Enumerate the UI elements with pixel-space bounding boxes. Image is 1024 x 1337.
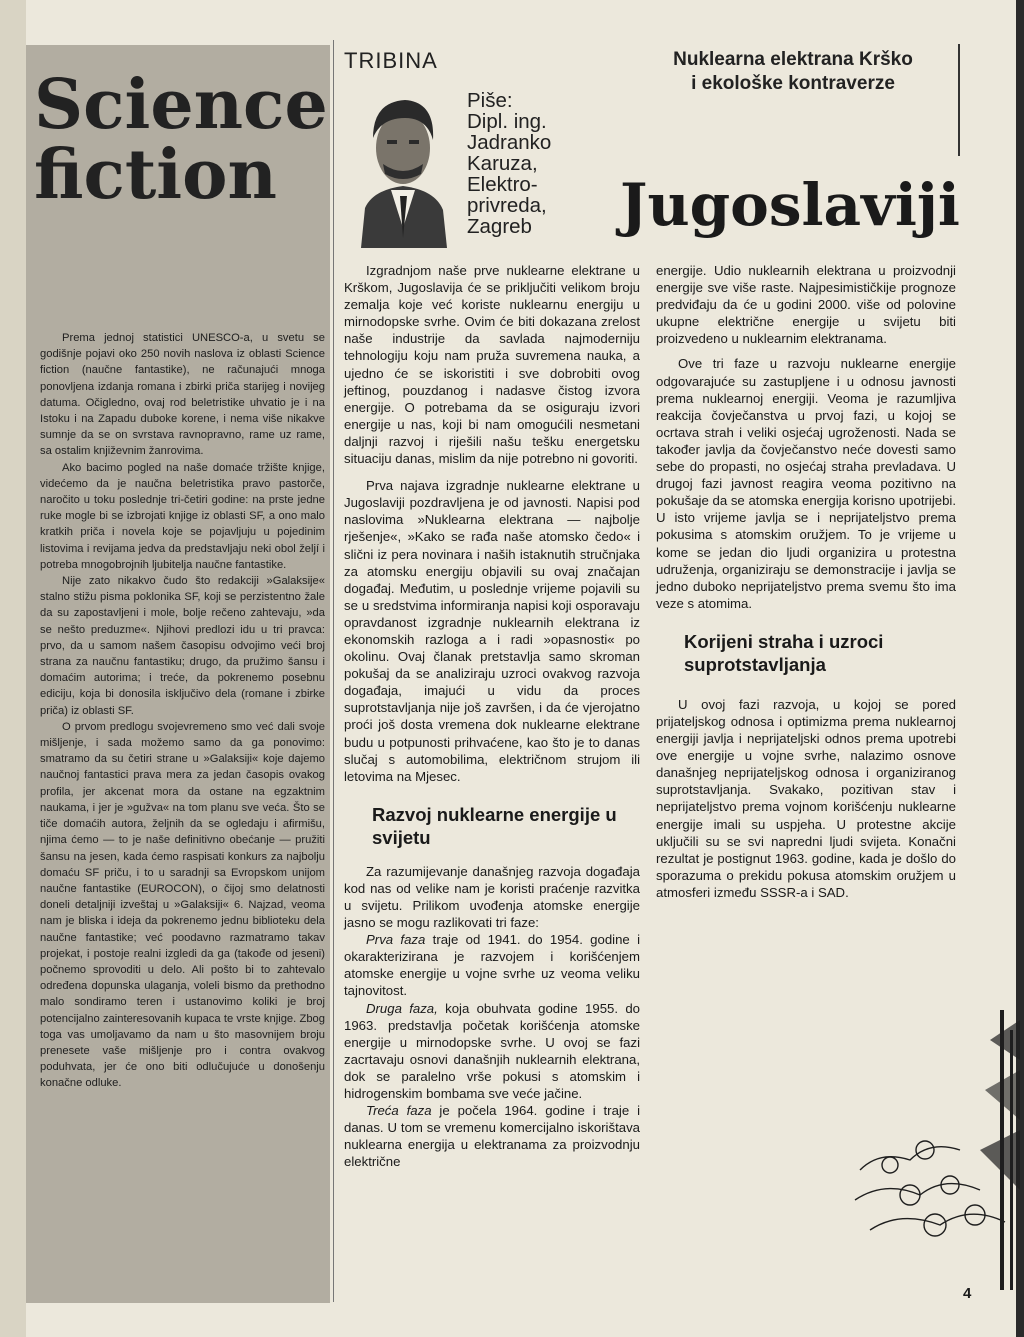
sf-paragraph: Ako bacimo pogled na naše domaće tržište knjige, videćemo da je naučna beletristika pravo pastorče, naročito u toku poslednje tri-četiri godine: na prste jedne ruke mogle bi se izbrojati knjige iz oblasti SF, a ono malo kratkih priča i novela koje se pojavljuju u pojedinim listovima i revijama jedva da predstavljaju neki obol željí i potreba mnogobrojnih ljubitelja naučne fantastike. (40, 461, 325, 571)
header-rule (958, 44, 960, 156)
article-column-2 (656, 262, 956, 901)
article-paragraph: U ovoj fazi razvoja, u kojoj se pored prijateljskog odnosa i optimizma prema nuklearnoj energiji javlja i neprijateljski odnos prema upotrebi ove energije u vojne svrhe, nalazimo osnove današnjeg neprijateljskog odnosa i organiziranog suprotstavljanja. Svakako, pozitivan stav i neprijateljstvo prema vojnom korišćenju nuklearne energije imali su uspjeha. U protestne akcije uključili su se svi napredni ljudi svijeta. Konačni rezultat je postignut 1963. godine, kada je došlo do sporazuma o prekidu pokusa atomskim oružjem u atmosferi između SSSR-a i SAD. (656, 696, 956, 900)
article-paragraph: Izgradnjom naše prve nuklearne elektrane u Krškom, Jugoslavija će se priključiti velikom broju zemalja koje već koriste nuklearnu energiju u mirnodopske svrhe. Ovim će biti dokazana zrelost naše industrije da savlada najmoderniju tehnologiju koju nam pruža suvremena nauka, a ujedno će se iskoristiti i sve dobrobiti ovog jeftinog, pouzdanog i nadasve čistog izvora energije. O potrebama da se osiguraju izvori energije u nas, koji bi nam omogućili nesmetani daljnji razvoj i riješili našu tešku energetsku situaciju danas, mislim da nije potrebno ni govoriti. (344, 263, 640, 467)
phase-label: Druga faza, (366, 1000, 438, 1016)
subheading: Korijeni straha i uzroci suprotstavljanja (684, 630, 884, 675)
article-paragraph: Za razumijevanje današnjeg razvoja događaja kod nas od velike nam je koristi praćenje razvitka u svijetu. Prilikom uvođenja atomske energije jasno se mogu razlikovati tri faze: (344, 863, 640, 931)
article-paragraph: Druga faza, koja obuhvata godine 1955. do 1963. predstavlja početak korišćenja atomske energije u mirnodopske svrhe. U ovoj se fazi zacrtavaju osnovi današnjih nuklearnih elektrana, dok se paralelno vrše pokusi s atomskim i hidrogenskim bombama sve veće jačine. (344, 1000, 640, 1102)
author-photo (343, 78, 463, 248)
article-paragraph: Prva najava izgradnje nuklearne elektrane u Jugoslaviji pozdravljena je od javnosti. Napisi pod naslovima »Nuklearna elektrana — najbolje rješenje«, »Kako se rađa naše atomsko čedo« i slični iz pera novinara i naših istaknutih stručnjaka za atomsku energiju objavili su ovaj značajan događaj. Međutim, u poslednje vrijeme pojavili su se u sredstvima informiranja napisi koji osporavaju opravdanost izgradnje nuklearnih elektrana iz ekonomskih razloga a i radi »opasnosti« po okolinu. Ovaj članak pretstavlja samo skroman pokušaj da se analiziraju uzroci ovakvog razvoja događaja, imajući u vidu da proces suprotstavljanja nije još završen, i da će vjerojatno proći još dosta vremena dok nuklearne elektrane budu u potpunosti prihvaćene, kao što je to danas slučaj s automobilima, električnom strujom ili letovima na Mjesec. (344, 478, 640, 784)
author-portrait-image (343, 78, 463, 248)
article-paragraph: Ove tri faze u razvoju nuklearne energije odgovarajuće su zastupljene i u odnosu javnosti prema nuklearnoj energiji. Veoma je razumljiva reakcija čovječanstva u prvoj fazi, u kojoj se ocrtava strah i veliki osjećaj ugroženosti. Nada se također javlja da čovječanstvo neće dovesti samo sebe do propasti, no osjećaj straha prevladava. U drugoj fazi javnost reagira veoma pozitivno na pokušaje da se atomska energija korisno upotrijebi. U isto vrijeme javlja se i neprijateljstvo prema pokusima s atomskim oružjem. To je vrijeme u kome se jedan dio ljudi organizira u protestna udruženja, organiziraju se demonstracije i javlja se jedno duboko neprijateljstvo prema svemu što ima veze s atomima. (656, 356, 956, 611)
article-paragraph: Prva faza traje od 1941. do 1954. godine i okarakterizirana je razvojem i korišćenjem atomske energije u vojne svrhe uz veoma veliku tajnovitost. (344, 932, 641, 999)
article-kicker: Nuklearna elektrana Krško i ekološke kontraverze (673, 49, 913, 94)
sf-paragraph: O prvom predlogu svojevremeno smo već dali svoje mišljenje, i sada možemo samo da ga ponovimo: smatramo da su četiri strane u »Galaksiji« koje dajemo naučnoj fantastici prava mera za jedan časopis ovakog profila, jer akcenat mora da ostane na egzaktnim naukama, i jer je »gužva« na tom planu sve veća. Što se tiče domaćih autora, željnih da se ogledaju i afirmišu, njima ćemo — to je naše definitivno obećanje — pružiti šansu na jesen, kada ćemo raspisati konkurs za najbolju domaću SF priču, i to u saradnji sa Evropskom unijom naučne fantastike (EUROCON), o čijoj smo delatnosti doneli detaljniji izveštaj u »Galaksiji« 6. Najzad, veoma nam je bliska i ideja da pokrenemo jednu biblioteku dela naučne fantastike; već poodavno razmatramo takav projekat, i postoje realni izgledi da ga (takođe od jeseni) počnemo sprovoditi u delo. Ali pošto bi to zahtevalo određena dopunska ulaganja, voleli bismo da prethodno malo sondiramo teren i ustanovimo koliki je broj potencijalno zainteresovanih kupaca te vrste knjige. Zbog toga vas umoljavamo da nam u što masovnijem broju prenesete vaše mišljenje pro i contra ovakvog poduhvata, jer će ono biti odlučujuće u donošenju konačne odluke. (40, 720, 325, 1090)
page-number: 4 (963, 1285, 972, 1302)
author-byline: Piše: Dipl. ing. Jadranko Karuza, Elektro- privreda, Zagreb (467, 89, 552, 238)
article-paragraph: Treća faza je počela 1964. godine i traje i danas. U tom se vremenu komercijalno iskorištava nuklearna energija u elektranama za proizvodnju električne (344, 1103, 640, 1170)
article-column-1 (344, 262, 640, 1171)
sf-paragraph: Nije zato nikakvo čudo što redakciji »Galaksije« stalno stižu pisma poklonika SF, koji se perzistentno žale da su zapostavljeni i mole, bolje rečeno zahtevaju, »da se nešto preduzme«. Njihovi predlozi idu u tri pravca: prvo, da u samom našem časopisu odvojimo veći broj strana za naučnu fantastiku; drugo, da pružimo šansu i domaćim autorima; i treće, da pokrenemo posebnu ediciju, koja bi donosila isključivo dela (romane i zbirke priča) iz oblasti SF. (40, 575, 325, 717)
page-left-margin (0, 0, 26, 1337)
column-gap (652, 260, 653, 1300)
phase-label: Treća faza (366, 1103, 432, 1119)
article-paragraph: energije. Udio nuklearnih elektrana u proizvodnji energije sve više raste. Najpesimističkije prognoze predviđaju da će u godini 2000. više od polovine ukupne električne energije u svijetu biti proizvedeno u nuklearnim elektranama. (656, 263, 956, 347)
section-label: TRIBINA (344, 48, 438, 73)
subheading: Razvoj nuklearne energije u svijetu (372, 803, 617, 848)
phase-label: Prva faza (366, 932, 426, 948)
tree-illustration (850, 1000, 1020, 1300)
column-divider (333, 40, 334, 1302)
science-fiction-text (40, 330, 325, 1092)
science-fiction-title: Science fiction (34, 65, 328, 215)
sf-paragraph: Prema jednoj statistici UNESCO-a, u svetu se godišnje pojavi oko 250 novih naslova iz oblasti Science fiction (naučne fantastike), ne računajući mnoga ponovljena izdanja romana i zbirki priča starijeg i novijeg datuma. Očigledno, ovaj rod beletristike uhvatio je i na Istoku i na Zapadu duboke korene, i nema više nikakve sumnje da se on svrstava ravnopravno, rame uz rame, sa ostalim književnim žanrovima. (40, 332, 325, 458)
article-title: Jugoslaviji (620, 171, 960, 239)
